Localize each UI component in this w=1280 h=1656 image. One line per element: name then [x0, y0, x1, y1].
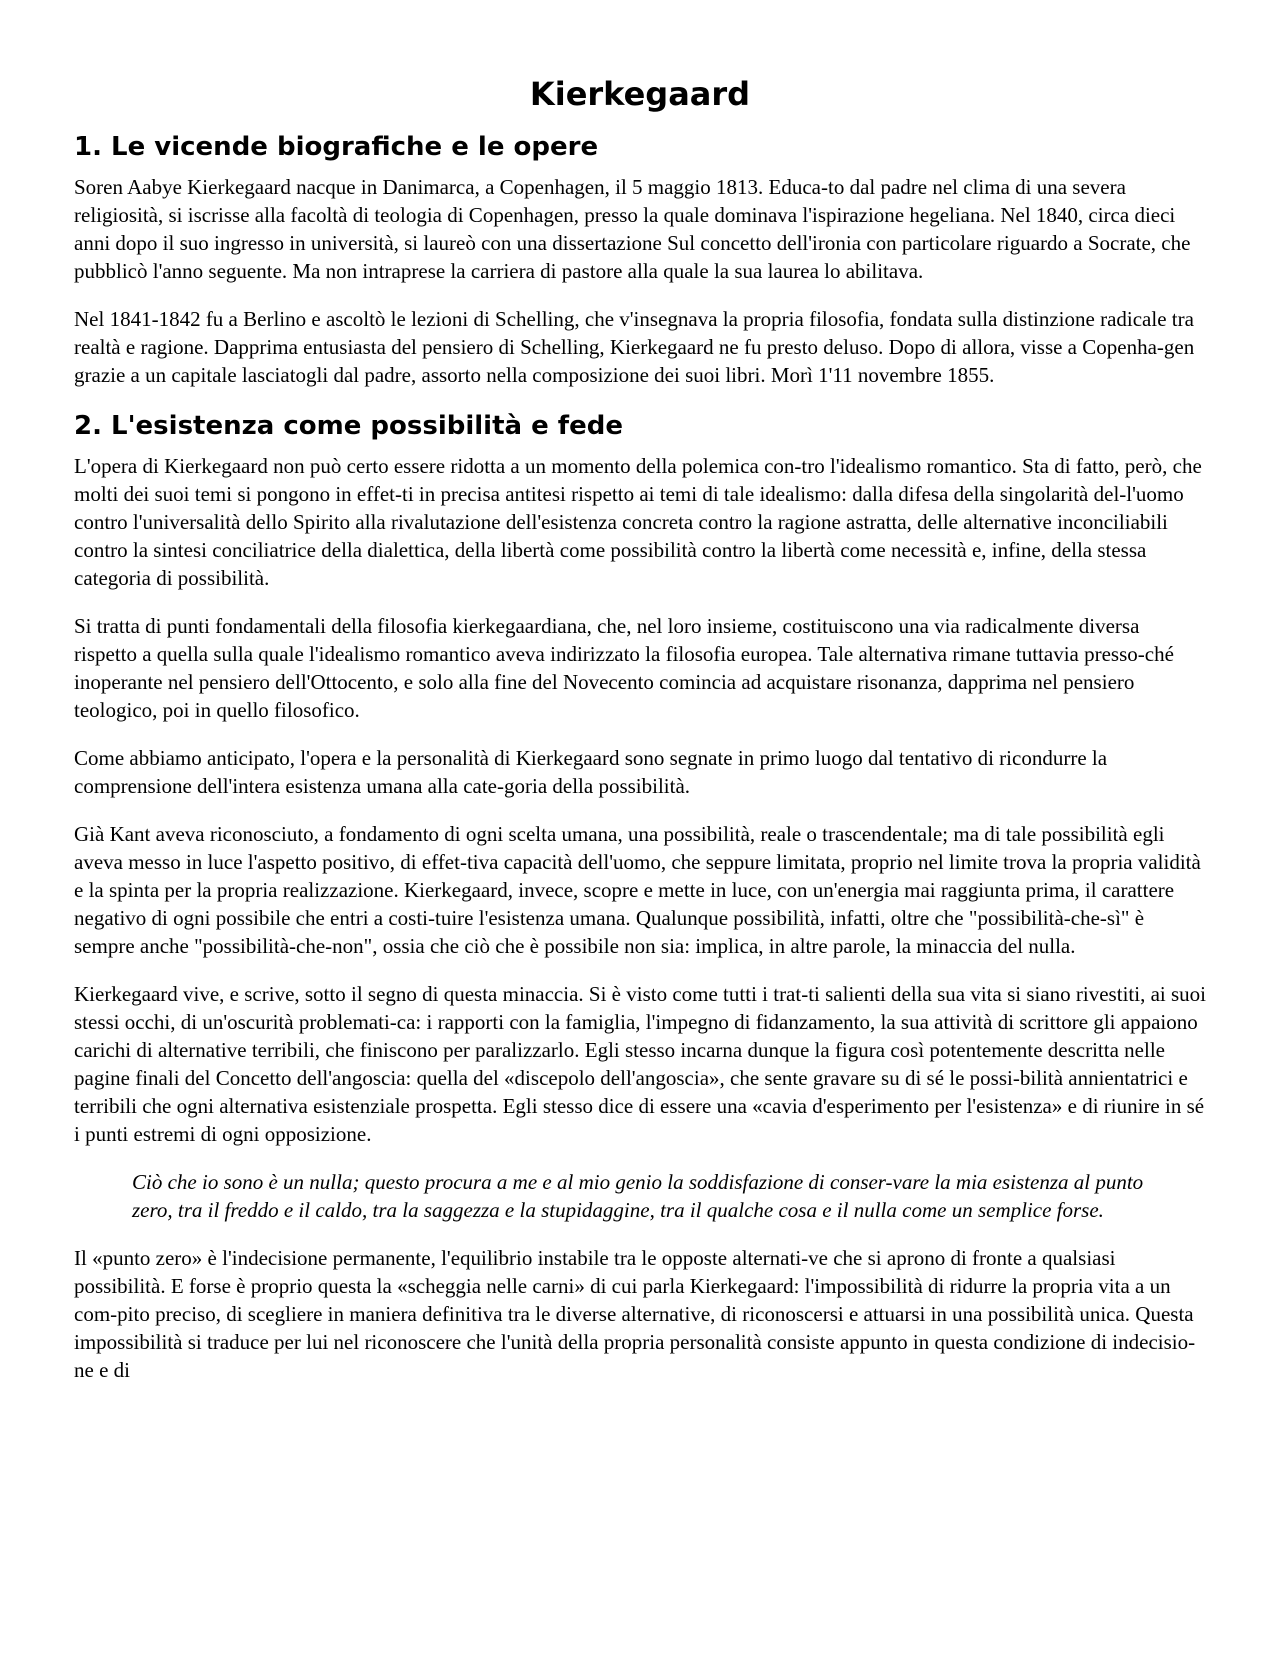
- paragraph-esistenza-4: Già Kant aveva riconosciuto, a fondamento di ogni scelta umana, una possibilità, reale o trascendentale; ma di tale possibilità egli aveva messo in luce l'aspetto positivo, di effet-tiva capacità dell'uomo, che seppure limitata, proprio nel limite trova la propria validità e la spinta per la propria realizzazione. Kierkegaard, invece, scopre e mette in luce, con un'energia mai raggiunta prima, il carattere negativo di ogni possibile che entri a costi-tuire l'esistenza umana. Qualunque possibilità, infatti, oltre che "possibilità-che-sì" è sempre anche "possibilità-che-non", ossia che ciò che è possibile non sia: implica, in altre parole, la minaccia del nulla.: [74, 822, 1201, 958]
- document-title: Kierkegaard: [529, 75, 751, 113]
- section-heading-esistenza: 2. L'esistenza come possibilità e fede: [74, 411, 623, 441]
- section-heading-biografia: 1. Le vicende biografiche e le opere: [74, 132, 599, 162]
- paragraph-esistenza-closing: Il «punto zero» è l'indecisione permanente, l'equilibrio instabile tra le opposte alternati-ve che si aprono di fronte a qualsiasi possibilità. E forse è proprio questa la «scheggia nelle carni» di cui parla Kierkegaard: l'impossibilità di ridurre la propria vita a un com-pito preciso, di scegliere in maniera definitiva tra le diverse alternative, di riconoscersi e attuarsi in una possibilità unica. Questa impossibilità si traduce per lui nel riconoscere che l'unità della propria personalità consiste appunto in questa condizione di indecisio-ne e di: [74, 1246, 1196, 1382]
- paragraph-esistenza-1: L'opera di Kierkegaard non può certo essere ridotta a un momento della polemica con-tro l'idealismo romantico. Sta di fatto, però, che molti dei suoi temi si pongono in effet-ti in precisa antitesi rispetto ai temi di tale idealismo: dalla difesa della singolarità del-l'uomo contro l'universalità dello Spirito alla rivalutazione dell'esistenza concreta contro la ragione astratta, delle alternative inconciliabili contro la sintesi conciliatrice della dialettica, della libertà come possibilità contro la libertà come necessità e, infine, della stessa categoria di possibilità.: [74, 454, 1202, 590]
- paragraph-biografia-1: Soren Aabye Kierkegaard nacque in Danimarca, a Copenhagen, il 5 maggio 1813. Educa-to dal padre nel clima di una severa religiosità, si iscrisse alla facoltà di teologia di Copenhagen, presso la quale dominava l'ispirazione hegeliana. Nel 1840, circa dieci anni dopo il suo ingresso in università, si laureò con una dissertazione Sul concetto dell'ironia con particolare riguardo a Socrate, che pubblicò l'anno seguente. Ma non intraprese la carriera di pastore alla quale la sua laurea lo abilitava.: [74, 175, 1191, 283]
- paragraph-biografia-2: Nel 1841-1842 fu a Berlino e ascoltò le lezioni di Schelling, che v'insegnava la propria filosofia, fondata sulla distinzione radicale tra realtà e ragione. Dapprima entusiasta del pensiero di Schelling, Kierkegaard ne fu presto deluso. Dopo di allora, visse a Copenha-gen grazie a un capitale lasciatogli dal padre, assorto nella composizione dei suoi libri. Morì 1'11 novembre 1855.: [74, 307, 1195, 387]
- paragraph-esistenza-2: Si tratta di punti fondamentali della filosofia kierkegaardiana, che, nel loro insieme, costituiscono una via radicalmente diversa rispetto a quella sulla quale l'idealismo romantico aveva indirizzato la filosofia europea. Tale alternativa rimane tuttavia presso-ché inoperante nel pensiero dell'Ottocento, e solo alla fine del Novecento comincia ad acquistare risonanza, dapprima nel pensiero teologico, poi in quello filosofico.: [74, 614, 1174, 722]
- paragraph-esistenza-3: Come abbiamo anticipato, l'opera e la personalità di Kierkegaard sono segnate in primo luogo dal tentativo di ricondurre la comprensione dell'intera esistenza umana alla cate-goria della possibilità.: [74, 746, 1108, 798]
- block-quote: Ciò che io sono è un nulla; questo procura a me e al mio genio la soddisfazione di conser-vare la mia esistenza al punto zero, tra il freddo e il caldo, tra la saggezza e la stupidaggine, tra il qualche cosa e il nulla come un semplice forse.: [132, 1170, 1144, 1222]
- document-page: [74, 0, 1206, 1404]
- paragraph-esistenza-5: Kierkegaard vive, e scrive, sotto il segno di questa minaccia. Si è visto come tutti i trat-ti salienti della sua vita si siano rivestiti, ai suoi stessi occhi, di un'oscurità problemati-ca: i rapporti con la famiglia, l'impegno di fidanzamento, la sua attività di scrittore gli appaiono carichi di alternative terribili, che finiscono per paralizzarlo. Egli stesso incarna dunque la figura così potentemente descritta nelle pagine finali del Concetto dell'angoscia: quella del «discepolo dell'angoscia», che sente gravare su di sé le possi-bilità annientatrici e terribili che ogni alternativa esistenziale prospetta. Egli stesso dice di essere una «cavia d'esperimento per l'esistenza» e di riunire in sé i punti estremi di ogni opposizione.: [74, 982, 1206, 1146]
